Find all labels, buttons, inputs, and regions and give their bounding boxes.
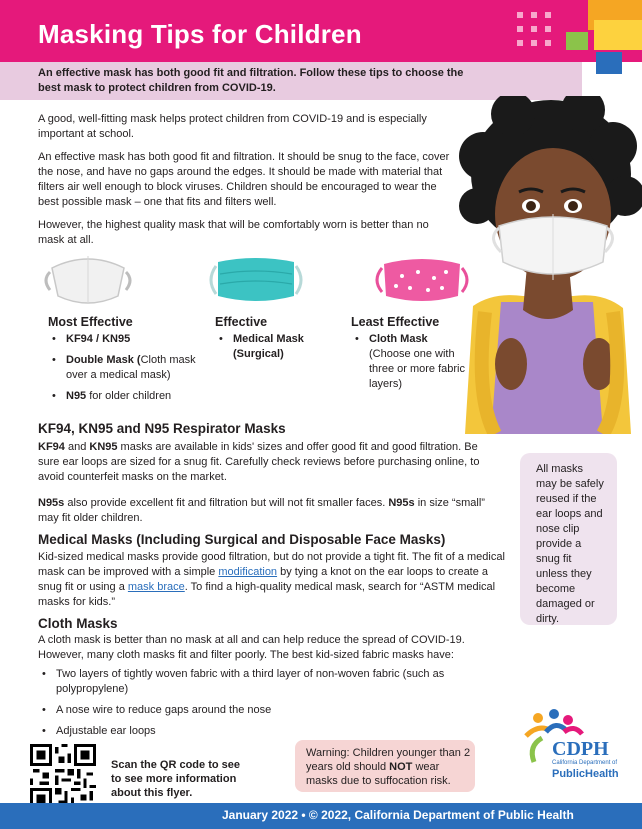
list-item: • Double Mask (Cloth mask over a medical mask) bbox=[48, 353, 198, 383]
qr-code[interactable] bbox=[30, 744, 96, 810]
least-effective-heading: Least Effective bbox=[351, 315, 440, 329]
surgical-mask-icon bbox=[206, 252, 306, 308]
paragraph-2: An effective mask has both good fit and filtration. It should be snug to the face, cover the nose, and have no gaps around the edges. It should be made with material that filters air well enough to block viruses. Children should be encouraged to wear the best possible mask – one that fits and filters well. bbox=[38, 151, 450, 208]
warning-box bbox=[295, 740, 475, 792]
cloth-heading: Cloth Masks bbox=[38, 616, 118, 631]
kn95-mask-icon bbox=[38, 250, 138, 310]
page-title: Masking Tips for Children bbox=[38, 19, 362, 49]
yellow-block bbox=[594, 20, 642, 50]
qr-caption: Scan the QR code to see to see more information about this flyer. bbox=[111, 759, 240, 799]
child-wearing-mask-illustration bbox=[453, 96, 642, 434]
list-item: • Cloth Mask (Choose one with three or more fabric layers) bbox=[351, 332, 471, 392]
effective-heading: Effective bbox=[215, 315, 268, 329]
list-item: • Medical Mask (Surgical) bbox=[215, 332, 325, 362]
intro-text: An effective mask has both good fit and filtration. Follow these tips to choose the best mask to protect children from COVID-19. bbox=[38, 67, 464, 94]
footer-text: January 2022 • © 2022, California Department of Public Health bbox=[222, 808, 574, 822]
paragraph-1: A good, well-fitting mask helps protect children from COVID-19 and is especially important at school. bbox=[38, 113, 427, 140]
kf94-paragraph-2: N95s also provide excellent fit and filtration but will not fit smaller faces. N95s in size “small” may fit older children. bbox=[38, 497, 485, 524]
effective-list bbox=[215, 332, 325, 368]
cloth-list bbox=[38, 667, 488, 745]
cdph-logo-line1: California Department of bbox=[552, 760, 618, 766]
footer-bar bbox=[0, 803, 642, 829]
medical-paragraph: Kid-sized medical masks provide good filtration, but do not provide a tight fit. The fit of a medical mask can be improved with a simple modification by tying a knot on the ear loops to create a snug fit or using a mask brace. To find a high-quality medical mask, search for “ASTM medical masks for kids.” bbox=[38, 551, 505, 608]
intro-bar bbox=[0, 62, 582, 100]
list-item: • Two layers of tightly woven fabric with a third layer of non-woven fabric (such as polypropylene) bbox=[38, 667, 488, 697]
green-block bbox=[566, 32, 588, 50]
decorative-squares bbox=[505, 6, 575, 56]
header-banner bbox=[0, 0, 642, 62]
medical-heading: Medical Masks (Including Surgical and Disposable Face Masks) bbox=[38, 532, 446, 547]
list-item: • KF94 / KN95 bbox=[48, 332, 198, 347]
modification-link[interactable]: modification bbox=[218, 566, 278, 578]
reuse-note-box bbox=[520, 453, 617, 625]
list-item: • A nose wire to reduce gaps around the nose bbox=[38, 703, 488, 718]
most-effective-heading: Most Effective bbox=[48, 315, 133, 329]
most-effective-list bbox=[48, 332, 198, 410]
cdph-logo-line2: PublicHealth bbox=[552, 768, 619, 780]
warning-text: Warning: Children younger than 2 years old should NOT wear masks due to suffocation risk. bbox=[306, 747, 471, 787]
mask-brace-link[interactable]: mask brace bbox=[127, 581, 185, 593]
list-item: • Adjustable ear loops bbox=[38, 724, 488, 739]
cdph-logo-name: CDPH bbox=[552, 738, 609, 760]
paragraph-3: However, the highest quality mask that will be comfortably worn is better than no mask at all. bbox=[38, 219, 429, 246]
cloth-paragraph: A cloth mask is better than no mask at all and can help reduce the spread of COVID-19. However, many cloth masks fit and filter poorly. The best kid-sized fabric masks have: bbox=[38, 634, 465, 661]
kf94-paragraph-1: KF94 and KN95 masks are available in kids' sizes and offer good fit and good filtration. Be sure ear loops are sized for a snug fit. Carefully check reviews before purchasing online, to avoid counterfeit masks on the market. bbox=[38, 441, 480, 483]
list-item: • N95 for older children bbox=[48, 389, 198, 404]
kf94-heading: KF94, KN95 and N95 Respirator Masks bbox=[38, 421, 286, 436]
reuse-note-text: All masks may be safely reused if the ear loops and nose clip provide a snug fit unless they become damaged or dirty. bbox=[536, 463, 604, 625]
blue-block bbox=[596, 52, 622, 74]
